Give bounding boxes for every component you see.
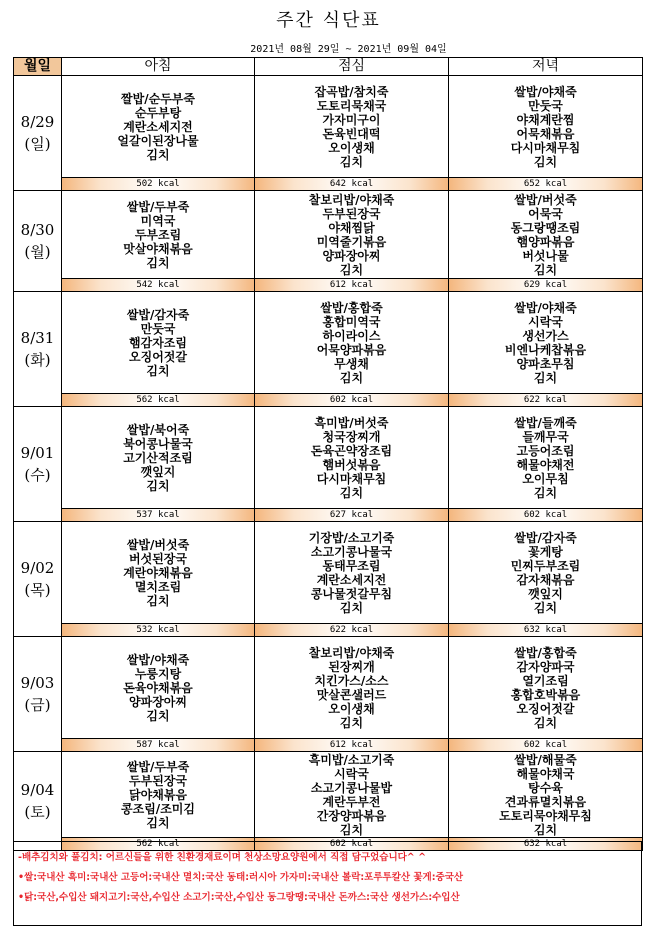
menu-item: 쌀밥/버섯죽 (514, 192, 577, 207)
menu-item: 햄양파볶음 (516, 234, 575, 249)
day-row (14, 522, 643, 624)
menu-item: 쌀밥/야채죽 (514, 300, 577, 315)
day-date-cell (14, 637, 62, 752)
kcal-cell: 652 kcal (449, 178, 643, 191)
menu-item: 김치 (146, 708, 170, 723)
menu-item: 된장찌개 (328, 659, 375, 674)
day-date: 9/01 (20, 444, 55, 462)
kcal-cell: 602 kcal (255, 394, 449, 407)
dinner-cell (449, 637, 643, 739)
menu-item: 김치 (533, 715, 558, 730)
lunch-cell (255, 407, 449, 509)
breakfast-cell (62, 76, 255, 178)
menu-item: 고등어조림 (516, 443, 575, 458)
menu-item: 생선가스 (522, 328, 569, 343)
note-origin-2: •닭:국산,수입산 돼지고기:국산,수입산 소고기:국산,수입산 동그랑땡:국내산 돈까스:국산 생선가스:수입산 (18, 892, 460, 903)
day-row (14, 407, 643, 509)
day-date-cell (14, 292, 62, 407)
menu-item: 쌀밥/야채죽 (126, 652, 190, 667)
lunch-cell (255, 292, 449, 394)
menu-item: 양파초무침 (516, 356, 575, 371)
kcal-cell: 602 kcal (449, 509, 643, 522)
kcal-row (14, 739, 643, 752)
menu-item: 얼갈이된장나물 (117, 133, 199, 148)
kcal-row (14, 624, 643, 637)
day-date-cell (14, 752, 62, 851)
menu-item: 김치 (533, 262, 558, 277)
day-weekday: (목) (24, 581, 51, 599)
day-row (14, 292, 643, 394)
menu-item: 가자미구이 (322, 112, 381, 127)
menu-item: 시락국 (334, 766, 369, 781)
menu-item: 콩나물젓갈무침 (310, 586, 393, 601)
menu-item: 해물야채전 (516, 457, 575, 472)
kcal-cell: 502 kcal (62, 178, 255, 191)
day-weekday: (토) (24, 803, 51, 821)
menu-item: 멸치조림 (134, 579, 182, 594)
menu-item: 북어콩나물국 (123, 436, 193, 451)
menu-item: 오이무침 (522, 471, 569, 486)
menu-item: 콩조림/조미김 (121, 801, 195, 816)
menu-item: 쌀밥/들깨죽 (514, 415, 577, 430)
menu-item: 쌀밥/홍합죽 (320, 300, 383, 315)
menu-item: 야채찜닭 (328, 220, 375, 235)
day-date-cell (14, 522, 62, 637)
menu-item: 간장양파볶음 (316, 808, 387, 823)
menu-item: 맛살야채볶음 (123, 241, 193, 256)
menu-item: 야채계란찜 (516, 112, 575, 127)
menu-item: 김치 (339, 600, 364, 615)
menu-item: 버섯된장국 (129, 551, 187, 566)
menu-item: 닭야채볶음 (129, 787, 187, 802)
day-date-cell (14, 191, 62, 292)
menu-item: 하이라이스 (322, 328, 381, 343)
menu-item: 오징어젓갈 (129, 349, 187, 364)
menu-item: 무생채 (334, 356, 369, 371)
menu-item: 고기산적조림 (123, 450, 193, 465)
menu-item: 다시마채무침 (510, 140, 581, 155)
menu-item: 찰보리밥/야채죽 (308, 645, 395, 660)
menu-item: 김치 (339, 262, 364, 277)
day-date-cell (14, 407, 62, 522)
menu-item: 오이생채 (328, 140, 375, 155)
menu-item: 계란소세지전 (316, 572, 387, 587)
kcal-row (14, 509, 643, 522)
header-row (14, 58, 643, 76)
menu-item: 어묵국 (528, 206, 563, 221)
menu-item: 맛살콘샐러드 (316, 687, 387, 702)
menu-table (13, 57, 643, 851)
header-lunch: 점심 (255, 58, 449, 76)
menu-item: 김치 (146, 593, 170, 608)
kcal-cell: 629 kcal (449, 279, 643, 292)
day-weekday: (일) (24, 135, 51, 153)
day-date: 9/02 (20, 559, 55, 577)
notes-box (13, 841, 642, 926)
menu-item: 쌀밥/홍합죽 (514, 645, 577, 660)
day-weekday: (화) (24, 351, 51, 369)
menu-item: 오징어젓갈 (516, 701, 575, 716)
menu-item: 미역국 (140, 213, 176, 228)
menu-item: 미역줄기볶음 (316, 234, 387, 249)
menu-item: 누룽지탕 (134, 666, 182, 681)
menu-item: 도토리묵채국 (316, 98, 387, 113)
kcal-cell: 622 kcal (255, 624, 449, 637)
menu-item: 잡곡밥/참치죽 (314, 84, 389, 99)
kcal-cell: 562 kcal (62, 838, 255, 851)
kcal-cell: 562 kcal (62, 394, 255, 407)
menu-item: 견과류멸치볶음 (504, 794, 587, 809)
kcal-cell: 632 kcal (449, 624, 643, 637)
menu-item: 돈육곤약장조림 (310, 443, 393, 458)
menu-item: 쌀밥/북어죽 (126, 422, 190, 437)
menu-item: 버섯나물 (522, 248, 569, 263)
menu-item: 김치 (339, 485, 364, 500)
menu-item: 햄버섯볶음 (322, 457, 381, 472)
menu-item: 짤밥/순두부죽 (121, 91, 195, 106)
kcal-cell: 642 kcal (255, 178, 449, 191)
day-row (14, 752, 643, 838)
breakfast-cell (62, 637, 255, 739)
day-date: 9/03 (20, 674, 55, 692)
menu-item: 동태무조림 (322, 558, 381, 573)
menu-item: 김치 (339, 822, 364, 837)
menu-item: 어묵양파볶음 (316, 342, 387, 357)
day-date: 8/30 (20, 221, 55, 239)
menu-item: 양파장아찌 (129, 694, 187, 709)
kcal-cell: 602 kcal (449, 739, 643, 752)
day-date: 9/04 (20, 781, 55, 799)
menu-item: 치킨가스/소스 (314, 673, 389, 688)
day-date: 8/29 (20, 113, 55, 131)
kcal-cell: 612 kcal (255, 279, 449, 292)
menu-item: 쌀밥/해물죽 (514, 752, 577, 767)
kcal-cell: 612 kcal (255, 739, 449, 752)
day-row (14, 76, 643, 178)
breakfast-cell (62, 522, 255, 624)
menu-item: 순두부탕 (134, 105, 182, 120)
kcal-cell: 602 kcal (255, 838, 449, 851)
menu-item: 찰보리밥/야채죽 (308, 192, 395, 207)
dinner-cell (449, 191, 643, 279)
menu-item: 비엔나케찹볶음 (504, 342, 587, 357)
menu-body (14, 76, 643, 851)
day-weekday: (월) (24, 243, 51, 261)
menu-item: 감자채볶음 (516, 572, 575, 587)
day-row (14, 191, 643, 279)
menu-item: 쌀밥/감자죽 (514, 530, 577, 545)
menu-item: 돈육야채볶음 (123, 680, 193, 695)
kcal-cell: 622 kcal (449, 394, 643, 407)
breakfast-cell (62, 191, 255, 279)
menu-item: 시락국 (528, 314, 563, 329)
menu-item: 김치 (533, 370, 558, 385)
menu-item: 쌀밥/버섯죽 (126, 537, 190, 552)
menu-item: 김치 (146, 147, 170, 162)
menu-item: 양파장아찌 (322, 248, 381, 263)
kcal-row (14, 394, 643, 407)
kcal-cell: 587 kcal (62, 739, 255, 752)
menu-item: 감자양파국 (516, 659, 575, 674)
menu-item: 김치 (339, 370, 364, 385)
menu-item: 쌀밥/야채죽 (514, 84, 577, 99)
dinner-cell (449, 76, 643, 178)
menu-item: 소고기콩나물국 (310, 544, 393, 559)
page-title: 주간 식단표 (276, 10, 381, 31)
lunch-cell (255, 752, 449, 838)
menu-item: 두부조림 (134, 227, 182, 242)
menu-item: 홍합호박볶음 (510, 687, 581, 702)
lunch-cell (255, 522, 449, 624)
menu-item: 만둣국 (140, 321, 176, 336)
note-origin-1: •쌀:국내산 흑미:국내산 고등어:국내산 멸치:국산 동태:러시아 가자미:국내산 볼락:포루투칼산 꽃게:중국산 (18, 872, 464, 883)
menu-item: 동그랑땡조림 (510, 220, 581, 235)
menu-item: 어묵채볶음 (516, 126, 575, 141)
header-day: 월일 (14, 58, 62, 76)
menu-item: 청국장찌개 (322, 429, 381, 444)
menu-item: 김치 (146, 478, 170, 493)
menu-item: 만둣국 (528, 98, 563, 113)
header-breakfast: 아침 (62, 58, 255, 76)
dinner-cell (449, 407, 643, 509)
menu-item: 깻잎지 (140, 464, 176, 479)
dinner-cell (449, 292, 643, 394)
kcal-cell: 537 kcal (62, 509, 255, 522)
menu-item: 들깨무국 (522, 429, 569, 444)
lunch-cell (255, 637, 449, 739)
day-date: 8/31 (20, 329, 55, 347)
menu-item: 계란야채볶음 (123, 565, 193, 580)
kcal-row (14, 279, 643, 292)
kcal-cell: 542 kcal (62, 279, 255, 292)
menu-item: 두부된장국 (322, 206, 381, 221)
lunch-cell (255, 76, 449, 178)
lunch-cell (255, 191, 449, 279)
kcal-cell: 632 kcal (449, 838, 643, 851)
dinner-cell (449, 522, 643, 624)
day-weekday: (수) (24, 466, 51, 484)
breakfast-cell (62, 407, 255, 509)
menu-item: 해물야채국 (516, 766, 575, 781)
menu-item: 흑미밥/버섯죽 (314, 415, 389, 430)
date-range: 2021년 08월 29일 ~ 2021년 09월 04일 (250, 44, 447, 55)
menu-item: 민찌두부조림 (510, 558, 581, 573)
breakfast-cell (62, 292, 255, 394)
menu-item: 오이생채 (328, 701, 375, 716)
menu-item: 쌀밥/두부죽 (126, 759, 190, 774)
menu-item: 기장밥/소고기죽 (308, 530, 395, 545)
menu-item: 열기조림 (522, 673, 569, 688)
kcal-cell: 627 kcal (255, 509, 449, 522)
menu-item: 쌀밥/두부죽 (126, 199, 190, 214)
menu-item: 꽃게탕 (528, 544, 563, 559)
menu-item: 햄감자조림 (129, 335, 187, 350)
header-dinner: 저녁 (449, 58, 643, 76)
menu-item: 탕수육 (528, 780, 563, 795)
breakfast-cell (62, 752, 255, 838)
menu-item: 김치 (533, 485, 558, 500)
menu-item: 돈육빈대떡 (322, 126, 381, 141)
menu-item: 김치 (533, 822, 558, 837)
menu-item: 김치 (339, 154, 364, 169)
day-row (14, 637, 643, 739)
menu-item: 흑미밥/소고기죽 (308, 752, 395, 767)
menu-item: 김치 (146, 363, 170, 378)
menu-item: 도토리묵야채무침 (499, 808, 592, 823)
menu-item: 계란소세지전 (123, 119, 193, 134)
menu-item: 소고기콩나물밥 (310, 780, 393, 795)
menu-item: 홍합미역국 (322, 314, 381, 329)
menu-item: 김치 (146, 815, 170, 830)
day-weekday: (금) (24, 696, 51, 714)
dinner-cell (449, 752, 643, 838)
menu-item: 김치 (146, 255, 170, 270)
menu-item: 김치 (533, 600, 558, 615)
menu-item: 김치 (339, 715, 364, 730)
menu-item: 깻잎지 (528, 586, 563, 601)
menu-item: 다시마채무침 (316, 471, 387, 486)
menu-item: 쌀밥/감자죽 (126, 307, 190, 322)
menu-item: 계란두부전 (322, 794, 381, 809)
kcal-cell: 532 kcal (62, 624, 255, 637)
note-kimchi: -배추김치와 풀김치: 어르신들을 위한 친환경재료이며 천상소망요양원에서 직접 담구었습니다^ ^ (18, 852, 427, 863)
menu-item: 두부된장국 (129, 773, 187, 788)
menu-item: 김치 (533, 154, 558, 169)
day-date-cell (14, 76, 62, 191)
kcal-row (14, 178, 643, 191)
